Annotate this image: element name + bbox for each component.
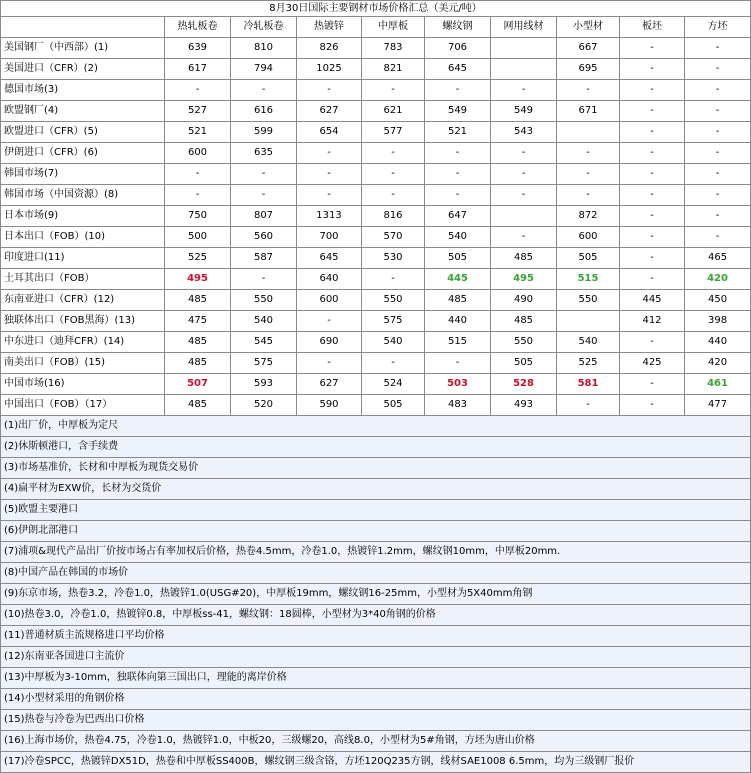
price-cell: - [297,185,362,206]
price-cell: 420 [685,353,751,374]
header-corner [1,17,165,38]
price-cell: 425 [620,353,685,374]
price-cell: - [557,395,620,416]
price-cell: - [297,353,362,374]
price-cell: 477 [685,395,751,416]
note-row [1,731,751,752]
price-cell: 490 [491,290,557,311]
price-cell: - [231,80,297,101]
note-row [1,521,751,542]
price-cell: 690 [297,332,362,353]
price-cell: 645 [297,248,362,269]
footnote-text: (16)上海市场价，热卷4.75，冷卷1.0，热镀锌1.0，中板20，三级螺20，高线8.0，小型材为5#角钢，方坯为唐山价格 [1,731,751,752]
footnote-text: (11)普通材质主流规格进口平均价格 [1,626,751,647]
price-cell: - [685,38,751,59]
column-header: 热轧板卷 [165,17,231,38]
price-cell: 540 [231,311,297,332]
price-cell: 525 [557,353,620,374]
price-cell: 420 [685,269,751,290]
price-cell: 600 [165,143,231,164]
price-cell: - [425,164,491,185]
price-cell: - [620,59,685,80]
price-cell: 671 [557,101,620,122]
price-cell: - [685,164,751,185]
price-cell: 654 [297,122,362,143]
price-cell: 493 [491,395,557,416]
row-label: 东南亚进口（CFR）(12) [1,290,165,311]
price-cell: 412 [620,311,685,332]
row-label: 日本出口（FOB）(10) [1,227,165,248]
price-cell: - [620,164,685,185]
price-cell [557,122,620,143]
price-cell: 627 [297,101,362,122]
table-row [1,311,751,332]
row-label: 欧盟进口（CFR）(5) [1,122,165,143]
price-cell: 621 [362,101,425,122]
price-cell: 645 [425,59,491,80]
note-row [1,605,751,626]
price-cell: - [557,185,620,206]
note-row [1,710,751,731]
row-label: 印度进口(11) [1,248,165,269]
table-row [1,353,751,374]
price-cell: - [620,80,685,101]
table-title: 8月30日国际主要钢材市场价格汇总（美元/吨） [1,1,751,17]
price-cell: 465 [685,248,751,269]
note-row [1,416,751,437]
table-row [1,80,751,101]
footnote-text: (8)中国产品在韩国的市场价 [1,563,751,584]
price-cell: 461 [685,374,751,395]
table-row [1,248,751,269]
price-cell: 575 [362,311,425,332]
table-row [1,185,751,206]
row-label: 独联体出口（FOB黑海）(13) [1,311,165,332]
price-cell: 1313 [297,206,362,227]
price-cell: 545 [231,332,297,353]
price-cell: - [297,164,362,185]
price-cell: - [620,332,685,353]
price-cell [491,206,557,227]
footnote-text: (7)浦项&现代产品出厂价按市场占有率加权后价格，热卷4.5mm，冷卷1.0，热镀锌1.2mm，螺纹钢10mm，中厚板20mm. [1,542,751,563]
column-header: 螺纹钢 [425,17,491,38]
column-header: 板坯 [620,17,685,38]
price-cell: 521 [165,122,231,143]
price-cell: 503 [425,374,491,395]
price-cell: 560 [231,227,297,248]
price-cell: - [557,164,620,185]
price-cell: 515 [425,332,491,353]
footnote-text: (10)热卷3.0，冷卷1.0，热镀锌0.8，中厚板ss-41，螺纹钢：18圆棒，小型材为3*40角钢的价格 [1,605,751,626]
column-header: 网用线材 [491,17,557,38]
price-cell: - [620,374,685,395]
price-cell: 528 [491,374,557,395]
table-row [1,332,751,353]
price-cell: - [620,101,685,122]
price-cell: - [491,80,557,101]
price-cell: 521 [425,122,491,143]
price-cell: - [620,269,685,290]
price-cell: 505 [425,248,491,269]
price-cell: 485 [491,311,557,332]
price-cell: - [491,185,557,206]
table-row [1,290,751,311]
price-cell: 500 [165,227,231,248]
price-cell: - [491,143,557,164]
table-row [1,143,751,164]
price-cell: - [685,59,751,80]
note-row [1,479,751,500]
price-cell: 640 [297,269,362,290]
row-label: 美国进口（CFR）(2) [1,59,165,80]
price-cell: 527 [165,101,231,122]
price-cell: 445 [620,290,685,311]
price-cell: 549 [491,101,557,122]
price-cell: 485 [165,395,231,416]
price-cell: 816 [362,206,425,227]
note-row [1,437,751,458]
price-cell: 577 [362,122,425,143]
table-row [1,227,751,248]
price-cell: 587 [231,248,297,269]
price-cell: - [491,164,557,185]
footnote-text: (2)休斯顿港口，含手续费 [1,437,751,458]
price-cell: 695 [557,59,620,80]
price-cell: 483 [425,395,491,416]
price-cell: - [362,185,425,206]
price-cell: 1025 [297,59,362,80]
price-cell: - [620,185,685,206]
price-cell: 570 [362,227,425,248]
footnote-text: (3)市场基准价，长材和中厚板为现货交易价 [1,458,751,479]
row-label: 南美出口（FOB）(15) [1,353,165,374]
price-cell: 750 [165,206,231,227]
note-row [1,668,751,689]
row-label: 韩国市场(7) [1,164,165,185]
footnote-text: (5)欧盟主要港口 [1,500,751,521]
price-cell: 581 [557,374,620,395]
price-cell: 530 [362,248,425,269]
price-cell: 543 [491,122,557,143]
price-cell [557,311,620,332]
footnote-text: (14)小型材采用的角钢价格 [1,689,751,710]
price-cell: - [362,353,425,374]
price-cell: - [685,122,751,143]
price-cell: 485 [425,290,491,311]
price-cell: 540 [425,227,491,248]
price-cell: - [557,143,620,164]
price-cell: - [165,185,231,206]
price-cell: - [685,143,751,164]
price-cell: - [362,143,425,164]
note-row [1,689,751,710]
price-cell: 550 [362,290,425,311]
price-cell: - [620,206,685,227]
table-row [1,374,751,395]
price-cell [491,59,557,80]
price-cell: 550 [491,332,557,353]
price-cell: 807 [231,206,297,227]
price-cell: 826 [297,38,362,59]
price-cell: - [425,353,491,374]
price-cell: - [165,164,231,185]
price-cell: - [297,311,362,332]
footnote-text: (13)中厚板为3-10mm，独联体向第三国出口，理能的离岸价格 [1,668,751,689]
price-cell: 575 [231,353,297,374]
table-row [1,122,751,143]
row-label: 美国钢厂（中西部）(1) [1,38,165,59]
column-header: 热镀锌 [297,17,362,38]
price-cell: - [620,38,685,59]
price-cell: - [425,143,491,164]
price-cell: - [491,227,557,248]
price-cell: 590 [297,395,362,416]
price-cell: - [231,164,297,185]
price-cell: 550 [557,290,620,311]
price-cell: 398 [685,311,751,332]
price-cell: 485 [165,290,231,311]
footnote-text: (6)伊朗北部港口 [1,521,751,542]
price-cell: - [425,80,491,101]
price-cell: - [620,143,685,164]
row-label: 欧盟钢厂(4) [1,101,165,122]
price-cell: 485 [165,353,231,374]
footnote-text: (17)冷卷SPCC，热镀锌DX51D，热卷和中厚板SS400B，螺纹钢三级含铬，方坯120Q235方钢，线材SAE1008 6.5mm，均为三级钢厂报价 [1,752,751,773]
price-cell: 647 [425,206,491,227]
price-cell: 540 [557,332,620,353]
price-cell: 639 [165,38,231,59]
price-cell: 505 [362,395,425,416]
price-cell: 667 [557,38,620,59]
price-cell: - [557,80,620,101]
note-row [1,458,751,479]
row-label: 中东进口（迪拜CFR）(14) [1,332,165,353]
table-body [1,1,751,773]
price-cell: 485 [165,332,231,353]
price-cell: 525 [165,248,231,269]
price-cell: 495 [491,269,557,290]
price-cell: - [685,206,751,227]
row-label: 土耳其出口（FOB） [1,269,165,290]
price-cell: 550 [231,290,297,311]
table-row [1,395,751,416]
price-cell: 617 [165,59,231,80]
price-cell: - [685,80,751,101]
price-cell: 485 [491,248,557,269]
price-cell: 783 [362,38,425,59]
price-cell: - [231,269,297,290]
price-cell: - [297,143,362,164]
table-row [1,269,751,290]
row-label: 韩国市场（中国资源）(8) [1,185,165,206]
price-cell: 505 [557,248,620,269]
price-cell: - [425,185,491,206]
price-cell: 872 [557,206,620,227]
column-header: 冷轧板卷 [231,17,297,38]
price-cell: 600 [297,290,362,311]
row-label: 日本市场(9) [1,206,165,227]
price-cell: - [620,122,685,143]
footnote-text: (9)东京市场，热卷3.2，冷卷1.0，热镀锌1.0(USG#20)，中厚板19mm，螺纹钢16-25mm，小型材为5X40mm角钢 [1,584,751,605]
note-row [1,542,751,563]
price-cell: 635 [231,143,297,164]
row-label: 中国市场(16) [1,374,165,395]
price-cell: - [685,101,751,122]
price-cell: - [362,80,425,101]
price-cell: 599 [231,122,297,143]
column-header: 小型材 [557,17,620,38]
table-row [1,164,751,185]
footnote-text: (1)出厂价，中厚板为定尺 [1,416,751,437]
price-cell: 540 [362,332,425,353]
price-cell: 475 [165,311,231,332]
table-row [1,38,751,59]
price-cell: - [362,164,425,185]
footnote-text: (4)扁平材为EXW价，长材为交货价 [1,479,751,500]
price-cell: 821 [362,59,425,80]
price-cell: 549 [425,101,491,122]
price-cell: 700 [297,227,362,248]
note-row [1,752,751,773]
price-cell [491,38,557,59]
price-cell: 600 [557,227,620,248]
table-row [1,59,751,80]
title-row [1,1,751,17]
row-label: 德国市场(3) [1,80,165,101]
footnote-text: (12)东南亚各国进口主流价 [1,647,751,668]
price-cell: - [231,185,297,206]
footnote-text: (15)热卷与冷卷为巴西出口价格 [1,710,751,731]
price-cell: - [620,248,685,269]
note-row [1,563,751,584]
price-cell: 495 [165,269,231,290]
price-cell: 593 [231,374,297,395]
column-header: 中厚板 [362,17,425,38]
table-row [1,206,751,227]
price-cell: 520 [231,395,297,416]
note-row [1,584,751,605]
price-cell: 505 [491,353,557,374]
price-cell: - [165,80,231,101]
price-cell: - [362,269,425,290]
price-cell: - [685,227,751,248]
row-label: 伊朗进口（CFR）(6) [1,143,165,164]
price-cell: 515 [557,269,620,290]
row-label: 中国出口（FOB）（17） [1,395,165,416]
price-cell: 524 [362,374,425,395]
price-cell: 627 [297,374,362,395]
note-row [1,626,751,647]
price-cell: 440 [425,311,491,332]
price-cell: 794 [231,59,297,80]
price-cell: 616 [231,101,297,122]
price-cell: - [620,395,685,416]
header-row [1,17,751,38]
price-cell: - [297,80,362,101]
price-cell: 810 [231,38,297,59]
note-row [1,647,751,668]
table-row [1,101,751,122]
note-row [1,500,751,521]
price-cell: 445 [425,269,491,290]
price-cell: 706 [425,38,491,59]
price-cell: - [685,185,751,206]
column-header: 方坯 [685,17,751,38]
price-cell: 440 [685,332,751,353]
price-cell: - [620,227,685,248]
price-cell: 450 [685,290,751,311]
price-cell: 507 [165,374,231,395]
